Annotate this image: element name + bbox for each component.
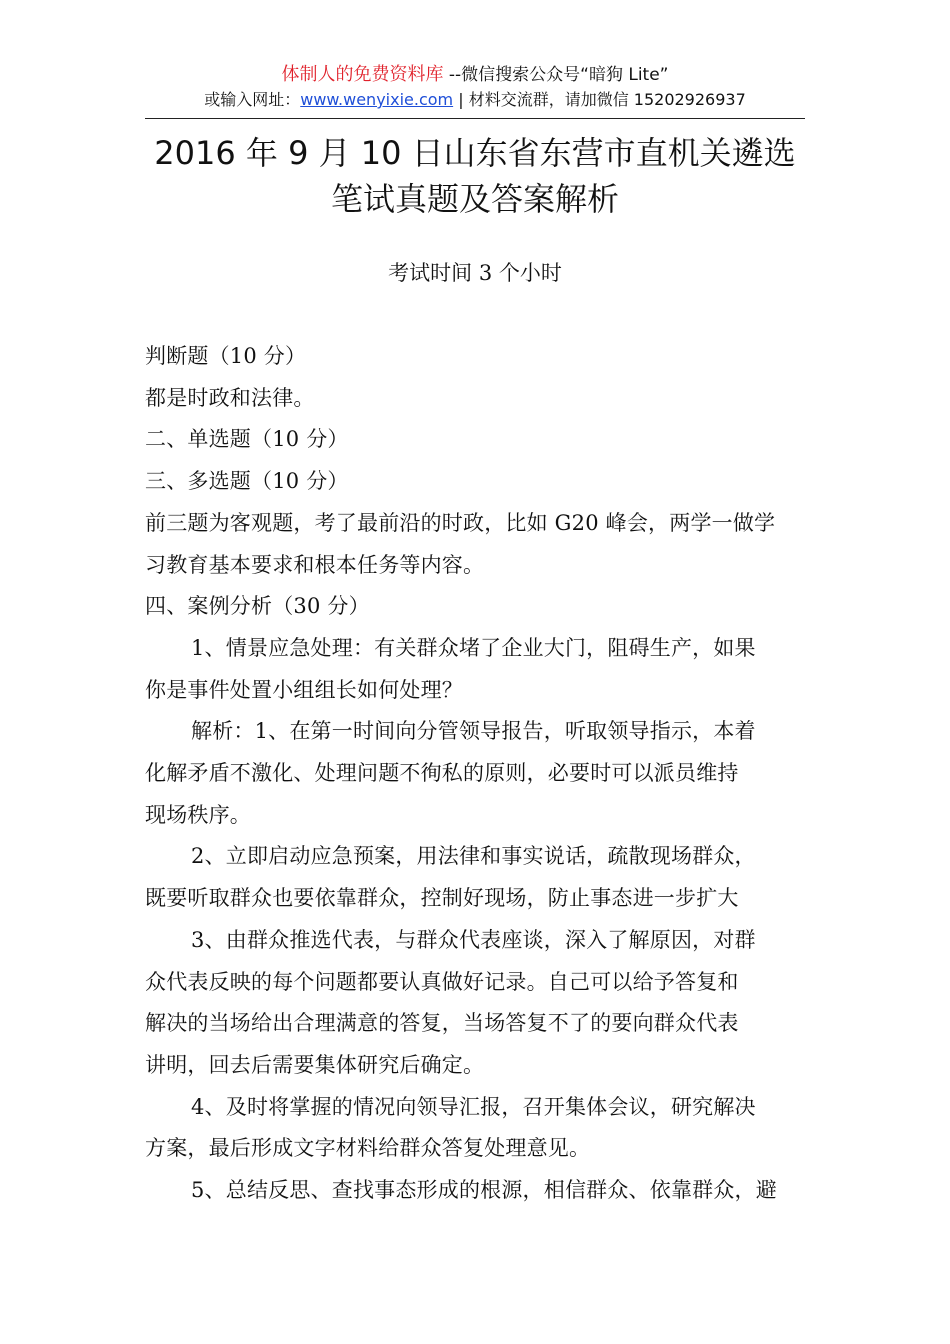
section-multiple-choice: 三、多选题（10 分） <box>145 469 349 494</box>
body-line: 都是时政和法律。 <box>145 385 315 410</box>
header-line-1 <box>145 62 805 88</box>
page-header <box>145 62 805 112</box>
answer-line: 既要听取群众也要依靠群众，控制好现场，防止事态进一步扩大 <box>145 886 739 911</box>
answer-line: 众代表反映的每个问题都要认真做好记录。自己可以给予答复和 <box>145 969 739 994</box>
question-line: 1、情景应急处理：有关群众堵了企业大门，阻碍生产，如果 <box>191 635 756 660</box>
answer-line: 化解矛盾不激化、处理问题不徇私的原则，必要时可以派员维持 <box>145 761 739 786</box>
section-case-analysis: 四、案例分析（30 分） <box>145 594 370 619</box>
header-slogan: --微信搜索公众号“暗狗 Lite” <box>443 65 669 85</box>
header-line-2 <box>145 88 805 112</box>
answer-line: 现场秩序。 <box>145 802 251 827</box>
answer-line: 方案，最后形成文字材料给群众答复处理意见。 <box>145 1136 591 1161</box>
url-prefix: 或输入网址： <box>204 90 301 109</box>
section-single-choice: 二、单选题（10 分） <box>145 427 349 452</box>
exam-duration: 考试时间 3 个小时 <box>388 261 562 285</box>
answer-line: 解析：1、在第一时间向分管领导报告，听取领导指示，本着 <box>191 719 756 744</box>
answer-line: 讲明，回去后需要集体研究后确定。 <box>145 1052 485 1077</box>
title-line-1: 2016 年 9 月 10 日山东省东营市直机关遴选 <box>154 134 796 172</box>
answer-line: 3、由群众推选代表，与群众代表座谈，深入了解原因，对群 <box>191 927 756 952</box>
document-body <box>145 336 807 1212</box>
answer-line: 4、及时将掌握的情况向领导汇报，召开集体会议，研究解决 <box>191 1094 756 1119</box>
website-link[interactable]: www.wenyixie.com <box>300 90 454 109</box>
answer-line: 解决的当场给出合理满意的答复，当场答复不了的要向群众代表 <box>145 1011 739 1036</box>
question-line: 你是事件处置小组组长如何处理？ <box>145 677 463 702</box>
answer-line: 2、立即启动应急预案，用法律和事实说话，疏散现场群众， <box>191 844 756 869</box>
contact-text: | 材料交流群，请加微信 15202926937 <box>453 90 746 109</box>
body-line: 前三题为客观题，考了最前沿的时政，比如 G20 峰会，两学一做学 <box>145 510 776 535</box>
brand-text: 体制人的免费资料库 <box>281 64 444 85</box>
header-divider <box>145 118 805 119</box>
answer-line: 5、总结反思、查找事态形成的根源，相信群众、依靠群众，避 <box>191 1178 777 1203</box>
section-judgment: 判断题（10 分） <box>145 344 307 368</box>
body-line: 习教育基本要求和根本任务等内容。 <box>145 552 485 577</box>
document-title <box>100 130 850 222</box>
title-line-2: 笔试真题及答案解析 <box>330 180 619 218</box>
